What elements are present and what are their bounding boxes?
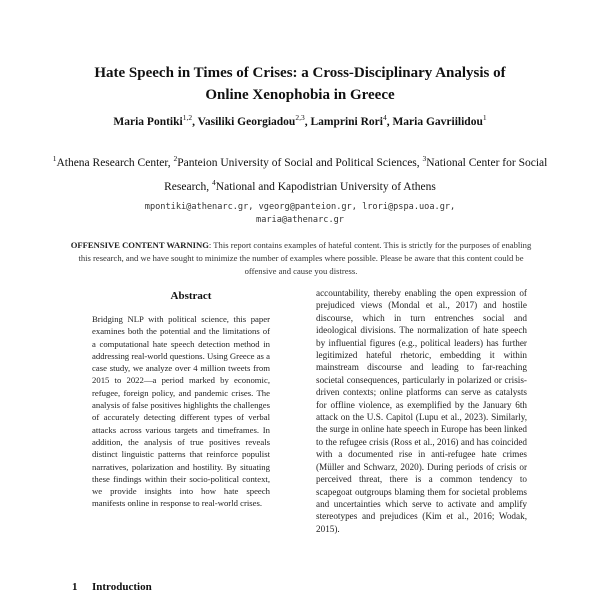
affiliation-4: National and Kapodistrian University of Athens — [215, 180, 436, 193]
author-affiliation-mark: 4 — [382, 113, 387, 122]
right-column-text — [316, 287, 527, 535]
body-paragraph: accountability, thereby enabling the open expression of prejudiced views (Mondal et al., 2017) and hostile discourse, which in turn entrenches social and ideological divisions. The normalization of hate speech by influential figures (e.g., political leaders) has further legitimized hateful rhetoric, embedding it within mainstream discourse and leading to far-reaching societal consequences, particularly in polarized or crisis-driven contexts; online platforms can serve as catalysts for offline violence, as exemplified by the January 6th attack on the U.S. Capitol (Lupu et al., 2023). Similarly, the surge in online hate speech in Europe has been linked to the refugee crisis (Ross et al., 2016) and has coincided with a documented rise in anti-refugee hate crimes (Müller and Schwarz, 2020). During periods of crisis or perceived threat, there is a common tendency to scapegoat outgroups blaming them for societal problems and uncertainties which serve to activate and amplify stereotypes and prejudices (Kim et al., 2016; Wodak, 2015). — [316, 288, 527, 534]
author-name: Maria Gavriilidou — [392, 115, 483, 128]
affiliation-3: National Center for Social Research, — [164, 156, 548, 193]
content-warning — [66, 239, 536, 278]
author-name: Maria Pontiki — [113, 115, 183, 128]
author-emails — [50, 201, 550, 227]
affiliations: $^1$Athena Research Center, $^2$Panteion University of Social and Political Sciences, $^3$National Center for Social Research, $^4$National and Kapodistrian University of Athens — [52, 154, 548, 193]
warning-label: OFFENSIVE CONTENT WARNING — [70, 240, 209, 250]
section-title: Introduction — [92, 581, 152, 593]
author-name: Lamprini Rori — [310, 115, 383, 128]
author-list: Maria Pontiki$^{1,2}$, Vasiliki Georgiadou$^{2,3}$, Lamprini Rori$^4$, Maria Gavriilidou$^1$ — [113, 113, 487, 128]
author-affiliation-mark: 2,3 — [295, 113, 305, 122]
abstract-heading: Abstract — [170, 290, 212, 302]
email-line-1[interactable]: mpontiki@athenarc.gr, vgeorg@panteion.gr, lrori@pspa.uoa.gr, — [144, 202, 456, 212]
abstract-body: Bridging NLP with political science, this paper examines both the potential and the limitations of a computational hate speech detection method in addressing real-world questions. Using Greece as a case study, we analyze over 4 million tweets from 2015 to 2022—a period marked by economic, refugee, foreign policy, and pandemic crises. The analysis of false positives highlights the challenges of accurately detecting different types of verbal attacks across various targets and timeframes. In addition, the analysis of true positives reveals distinct linguistic patterns that reinforce populist narratives, polarization and hostility. By situating these findings within their socio-political context, we provide insights into how hate speech manifests online in response to real-world crises. — [92, 314, 270, 509]
author-affiliation-mark: 1 — [482, 113, 487, 122]
paper-title — [40, 62, 560, 106]
title-line-1: Hate Speech in Times of Crises: a Cross-Disciplinary Analysis of — [94, 65, 506, 81]
section-number: 1 — [72, 581, 78, 593]
email-line-2[interactable]: maria@athenarc.gr — [256, 215, 344, 225]
section-heading — [72, 581, 272, 593]
author-name: Vasiliki Georgiadou — [197, 115, 296, 128]
title-line-2: Online Xenophobia in Greece — [205, 87, 395, 103]
affiliation-1: Athena Research Center, — [56, 156, 174, 169]
affiliation-2: Panteion University of Social and Political Sciences, — [177, 156, 423, 169]
author-affiliation-mark: 1,2 — [182, 113, 193, 122]
warning-text: : This report contains examples of hateful content. This is strictly for the purposes of enabling this research, and we have sought to minimize the number of examples where possible. Please be aware that this content could be offensive and cause you distress. — [78, 240, 532, 276]
